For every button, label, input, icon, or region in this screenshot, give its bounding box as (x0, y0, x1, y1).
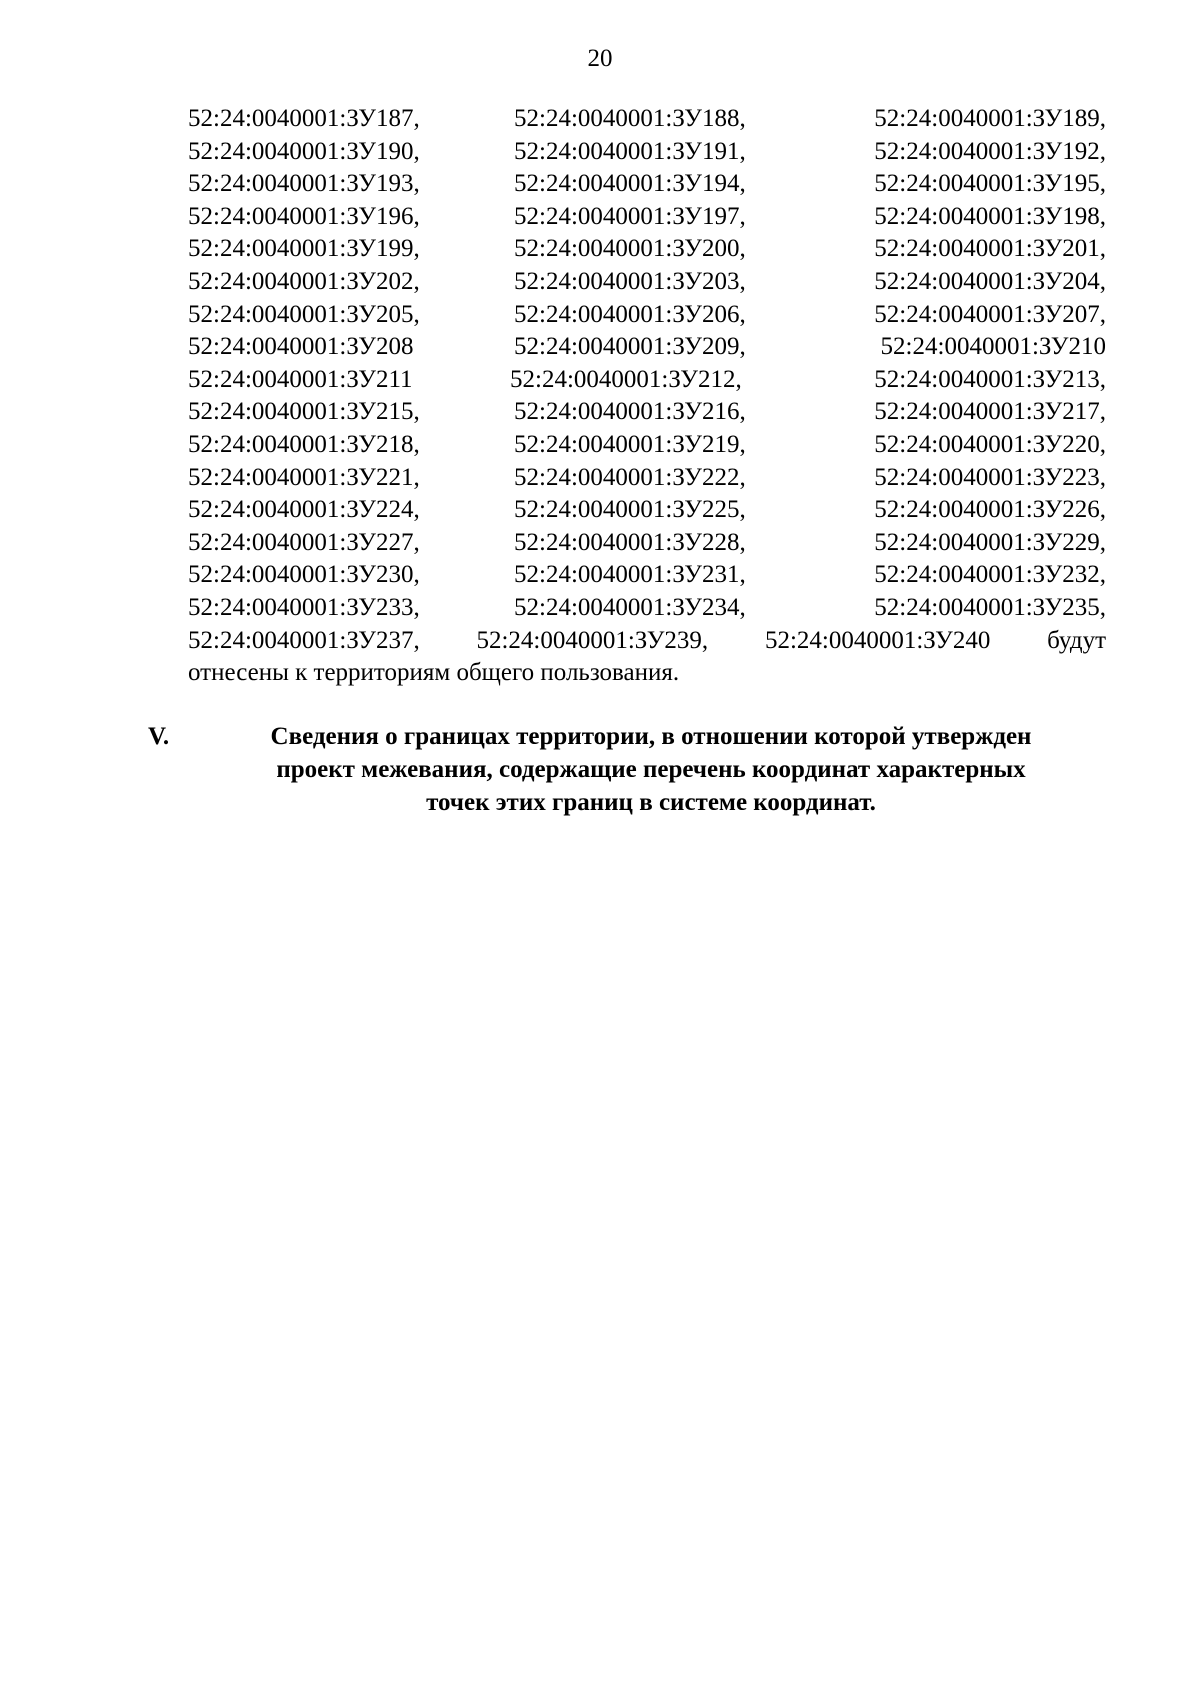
cadastral-code: 52:24:0040001:ЗУ191, (514, 137, 746, 165)
cadastral-code: 52:24:0040001:ЗУ189, (874, 105, 1106, 132)
page-number: 20 (587, 45, 613, 72)
cadastral-code: 52:24:0040001:ЗУ227, (188, 528, 420, 556)
cadastral-code: 52:24:0040001:ЗУ192, (874, 137, 1106, 165)
paragraph-end: отнесены к территориям общего пользования. (188, 659, 680, 687)
cadastral-code: 52:24:0040001:ЗУ231, (514, 561, 746, 589)
cadastral-code: 52:24:0040001:ЗУ208 (188, 333, 414, 361)
code-row (188, 201, 1106, 234)
code-row (188, 559, 1106, 592)
cadastral-code: 52:24:0040001:ЗУ211 (188, 365, 413, 393)
cadastral-code: 52:24:0040001:ЗУ219, (514, 430, 746, 458)
code-tail-line (188, 625, 1106, 658)
code-row (188, 136, 1106, 169)
cadastral-code: 52:24:0040001:ЗУ199, (188, 235, 420, 263)
cadastral-code: 52:24:0040001:ЗУ230, (188, 561, 420, 589)
cadastral-code: 52:24:0040001:ЗУ201, (874, 235, 1106, 263)
cadastral-code: 52:24:0040001:ЗУ220, (874, 430, 1106, 458)
cadastral-code: 52:24:0040001:ЗУ232, (874, 561, 1106, 589)
code-row (188, 527, 1106, 560)
cadastral-code: 52:24:0040001:ЗУ218, (188, 430, 420, 458)
cadastral-code: 52:24:0040001:ЗУ205, (188, 300, 420, 328)
code-row (188, 462, 1106, 495)
cadastral-code: 52:24:0040001:ЗУ222, (514, 463, 746, 491)
code-row (188, 266, 1106, 299)
code-row (188, 168, 1106, 201)
cadastral-code: 52:24:0040001:ЗУ239, (476, 626, 709, 654)
cadastral-code: 52:24:0040001:ЗУ233, (188, 593, 420, 621)
section-title-line: Сведения о границах территории, в отношении которой утвержден (270, 723, 1032, 750)
cadastral-code: 52:24:0040001:ЗУ202, (188, 267, 420, 295)
cadastral-code: 52:24:0040001:ЗУ194, (514, 170, 746, 198)
cadastral-code: 52:24:0040001:ЗУ215, (188, 398, 420, 426)
cadastral-code: 52:24:0040001:ЗУ240 (764, 626, 991, 654)
cadastral-code: 52:24:0040001:ЗУ187, (188, 105, 420, 132)
code-row (188, 396, 1106, 429)
section-title (200, 720, 1102, 819)
cadastral-code-list (188, 103, 1106, 690)
tail-word: будут (1047, 626, 1106, 654)
code-row (188, 364, 1106, 397)
cadastral-code: 52:24:0040001:ЗУ221, (188, 463, 420, 491)
cadastral-code: 52:24:0040001:ЗУ198, (874, 202, 1106, 230)
section-title-line: проект межевания, содержащие перечень координат характерных (276, 756, 1026, 783)
section-number: V. (148, 723, 170, 750)
cadastral-code: 52:24:0040001:ЗУ210 (880, 333, 1106, 361)
cadastral-code: 52:24:0040001:ЗУ237, (188, 626, 420, 654)
cadastral-code: 52:24:0040001:ЗУ224, (188, 496, 420, 524)
cadastral-code: 52:24:0040001:ЗУ226, (874, 496, 1106, 524)
code-row (188, 331, 1106, 364)
cadastral-code: 52:24:0040001:ЗУ228, (514, 528, 746, 556)
cadastral-code: 52:24:0040001:ЗУ212, (510, 365, 742, 393)
cadastral-code: 52:24:0040001:ЗУ209, (514, 333, 746, 361)
cadastral-code: 52:24:0040001:ЗУ197, (514, 202, 746, 230)
cadastral-code: 52:24:0040001:ЗУ207, (874, 300, 1106, 328)
cadastral-code: 52:24:0040001:ЗУ225, (514, 496, 746, 524)
code-row (188, 299, 1106, 332)
section-title-line: точек этих границ в системе координат. (426, 789, 876, 816)
cadastral-code: 52:24:0040001:ЗУ235, (874, 593, 1106, 621)
cadastral-code: 52:24:0040001:ЗУ234, (514, 593, 746, 621)
cadastral-code: 52:24:0040001:ЗУ196, (188, 202, 420, 230)
cadastral-code: 52:24:0040001:ЗУ188, (514, 105, 746, 132)
cadastral-code: 52:24:0040001:ЗУ229, (874, 528, 1106, 556)
cadastral-code: 52:24:0040001:ЗУ223, (874, 463, 1106, 491)
code-row (188, 592, 1106, 625)
cadastral-code: 52:24:0040001:ЗУ200, (514, 235, 746, 263)
code-row (188, 494, 1106, 527)
cadastral-code: 52:24:0040001:ЗУ195, (874, 170, 1106, 198)
cadastral-code: 52:24:0040001:ЗУ190, (188, 137, 420, 165)
cadastral-code: 52:24:0040001:ЗУ213, (874, 365, 1106, 393)
cadastral-code: 52:24:0040001:ЗУ193, (188, 170, 420, 198)
cadastral-code: 52:24:0040001:ЗУ217, (874, 398, 1106, 426)
code-row (188, 233, 1106, 266)
code-row (188, 429, 1106, 462)
cadastral-code: 52:24:0040001:ЗУ204, (874, 267, 1106, 295)
cadastral-code: 52:24:0040001:ЗУ206, (514, 300, 746, 328)
cadastral-code: 52:24:0040001:ЗУ216, (514, 398, 746, 426)
code-row (188, 103, 1106, 136)
cadastral-code: 52:24:0040001:ЗУ203, (514, 267, 746, 295)
